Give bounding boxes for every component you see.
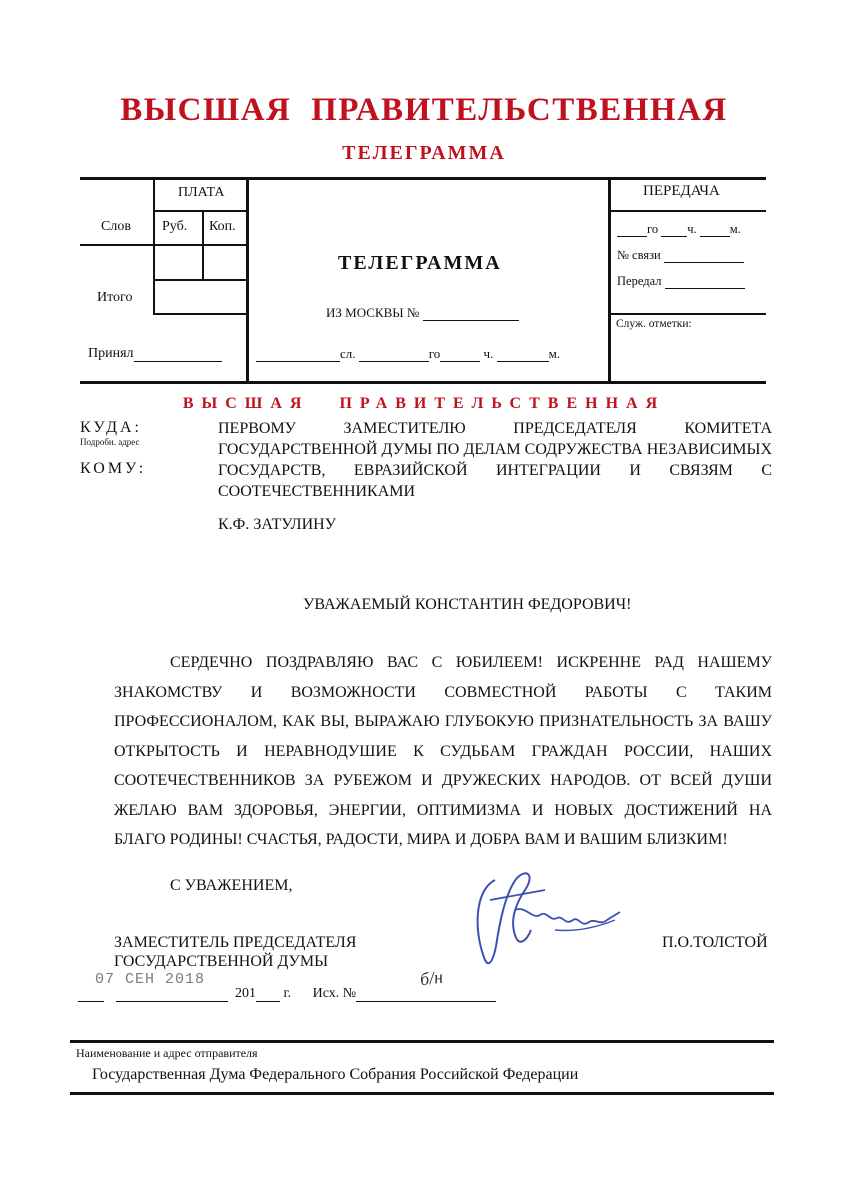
kuda-label: КУДА: [80,419,142,436]
time-fields: сл. го ч. м. [256,346,560,362]
addressee-text: ПЕРВОМУ ЗАМЕСТИТЕЛЮ ПРЕДСЕДАТЕЛЯ КОМИТЕТА ГОСУДАРСТВЕННОЙ ДУМЫ ПО ДЕЛАМ СОДРУЖЕСТВА НЕЗАВИСИМЫХ ГОСУДАРСТВ, ЕВРАЗИЙСКОЙ ИНТЕГРАЦИИ И СВЯЗЯМ С СООТЕЧЕСТВЕННИКАМИ [218,420,772,500]
sender-label: Наименование и адрес отправителя [76,1046,258,1060]
greeting: УВАЖАЕМЫЙ КОНСТАНТИН ФЕДОРОВИЧ! [303,596,632,613]
telegram-center-title: ТЕЛЕГРАММА [338,252,502,274]
handwritten-ref: б/н [418,966,445,990]
slov-label: Слов [101,219,131,234]
iz-moskvy-field: ИЗ МОСКВЫ № [326,305,519,321]
sender-name: Государственная Дума Федерального Собрания Российской Федерации [92,1066,579,1083]
sluzh-label: Служ. отметки: [616,318,692,330]
peredal-field: Передал [617,274,745,289]
priority-label: ВЫСШАЯ ПРАВИТЕЛЬСТВЕННАЯ [182,395,666,412]
komu-label: КОМУ: [80,460,147,477]
kop-label: Коп. [209,219,236,234]
no-svyazi-field: № связи [617,248,744,263]
letter-body: СЕРДЕЧНО ПОЗДРАВЛЯЮ ВАС С ЮБИЛЕЕМ! ИСКРЕННЕ РАД НАШЕМУ ЗНАКОМСТВУ И ВОЗМОЖНОСТИ СОВМЕСТНОЙ РАБОТЫ С ТАКИМ ПРОФЕССИОНАЛОМ, КАК ВЫ, ВЫРАЖАЮ ГЛУБОКУЮ ПРИЗНАТЕЛЬНОСТЬ ЗА ВАШУ ОТКРЫТОСТЬ И НЕРАВНОДУШИЕ К СУДЬБАМ ГРАЖДАН РОССИИ, НАШИХ СООТЕЧЕСТВЕННИКОВ ЗА РУБЕЖОМ И ДРУЖЕСКИХ НАРОДОВ. ОТ ВСЕЙ ДУШИ ЖЕЛАЮ ВАМ ЗДОРОВЬЯ, ЭНЕРГИИ, ОПТИМИЗМА И НОВЫХ ДОСТИЖЕНИЙ НА БЛАГО РОДИНЫ! СЧАСТЬЯ, РАДОСТИ, МИРА И ДОБРА ВАМ И ВАШИМ БЛИЗКИМ! [114,654,772,848]
signature-image [455,860,635,980]
itogo-label: Итого [97,290,133,305]
signatory-name: П.О.ТОЛСТОЙ [662,934,768,951]
prinyal-field: Принял [88,346,222,362]
recipient-name: К.Ф. ЗАТУЛИНУ [218,516,337,533]
closing: С УВАЖЕНИЕМ, [170,877,293,894]
position-line2: ГОСУДАРСТВЕННОЙ ДУМЫ [114,953,329,970]
date-stamp: 07 СЕН 2018 [95,971,206,988]
peredacha-label: ПЕРЕДАЧА [643,183,720,199]
position-line1: ЗАМЕСТИТЕЛЬ ПРЕДСЕДАТЕЛЯ [114,934,357,951]
plata-label: ПЛАТА [178,185,225,200]
document-title: ВЫСШАЯ ПРАВИТЕЛЬСТВЕННАЯ [120,92,728,128]
peredacha-time: го ч. м. [617,222,741,237]
document-subtitle: ТЕЛЕГРАММА [342,142,506,164]
podrobn-label: Подробн. адрес [80,437,140,447]
date-ref-line: 201 г. Исх. № [78,986,496,1002]
rub-label: Руб. [162,219,188,234]
